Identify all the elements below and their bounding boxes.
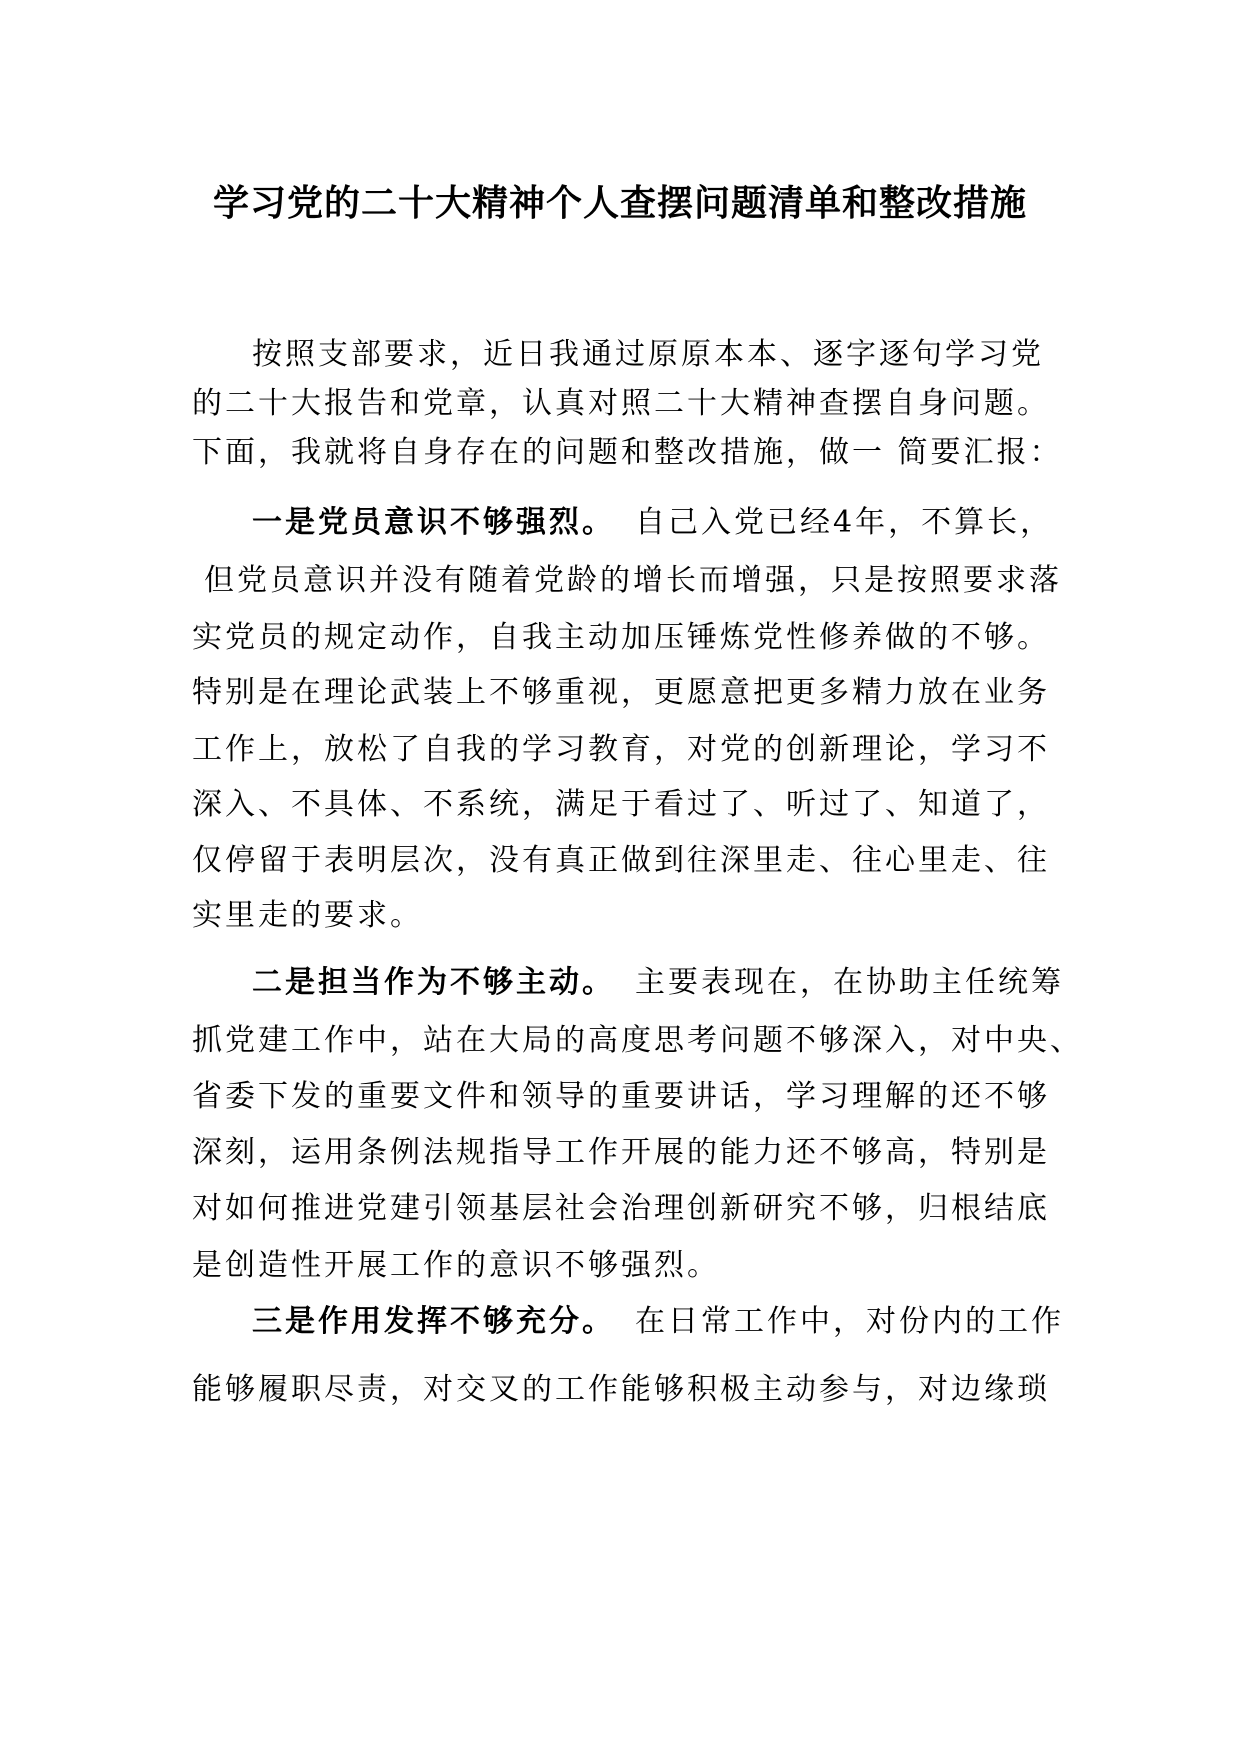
section-2-line-6: 是创造性开展工作的意识不够强烈。 — [192, 1248, 720, 1283]
intro-line-3: 下面，我就将自身存在的问题和整改措施，做一 简要汇报： — [192, 435, 1063, 470]
section-3-line-2: 能够履职尽责，对交叉的工作能够积极主动参与，对边缘琐 — [192, 1372, 1050, 1407]
section-3-first-line-text: 在日常工作中，对份内的工作 — [635, 1304, 1064, 1339]
section-2-line-2: 抓党建工作中，站在大局的高度思考问题不够深入，对中央、 — [192, 1023, 1083, 1058]
section-1-line-5: 工作上，放松了自我的学习教育，对党的创新理论，学习不 — [192, 732, 1050, 767]
section-1-line-4: 特别是在理论武装上不够重视，更愿意把更多精力放在业务 — [192, 675, 1050, 710]
section-1-line-6: 深入、不具体、不系统，满足于看过了、听过了、知道了， — [192, 787, 1050, 822]
intro-line-2: 的二十大报告和党章，认真对照二十大精神查摆自身问题。 — [192, 386, 1050, 421]
section-2-lead: 二是担当作为不够主动。 — [252, 965, 615, 1000]
section-1-line-2: 但党员意识并没有随着党龄的增长而增强，只是按照要求落 — [204, 563, 1062, 598]
section-1-first-line — [192, 503, 1062, 543]
section-3-first-line — [192, 1302, 1062, 1342]
section-1-line-7: 仅停留于表明层次，没有真正做到往深里走、往心里走、往 — [192, 843, 1050, 878]
section-2-first-line-text: 主要表现在，在协助主任统筹 — [635, 965, 1064, 1000]
section-1-first-line-text: 自己入党已经4年，不算长， — [635, 505, 1054, 540]
section-1-lead: 一是党员意识不够强烈。 — [252, 505, 615, 540]
section-2-line-4: 深刻，运用条例法规指导工作开展的能力还不够高，特别是 — [192, 1135, 1050, 1170]
section-2-line-3: 省委下发的重要文件和领导的重要讲话，学习理解的还不够 — [192, 1079, 1050, 1114]
section-1-line-3: 实党员的规定动作，自我主动加压锤炼党性修养做的不够。 — [192, 620, 1050, 655]
section-1-line-8: 实里走的要求。 — [192, 898, 423, 933]
section-2-first-line — [192, 963, 1062, 1003]
document-title: 学习党的二十大精神个人查摆问题清单和整改措施 — [212, 183, 1027, 224]
intro-line-1: 按照支部要求，近日我通过原原本本、逐字逐句学习党 — [252, 337, 1044, 372]
section-3-lead: 三是作用发挥不够充分。 — [252, 1304, 615, 1339]
section-2-line-5: 对如何推进党建引领基层社会治理创新研究不够，归根结底 — [192, 1191, 1050, 1226]
